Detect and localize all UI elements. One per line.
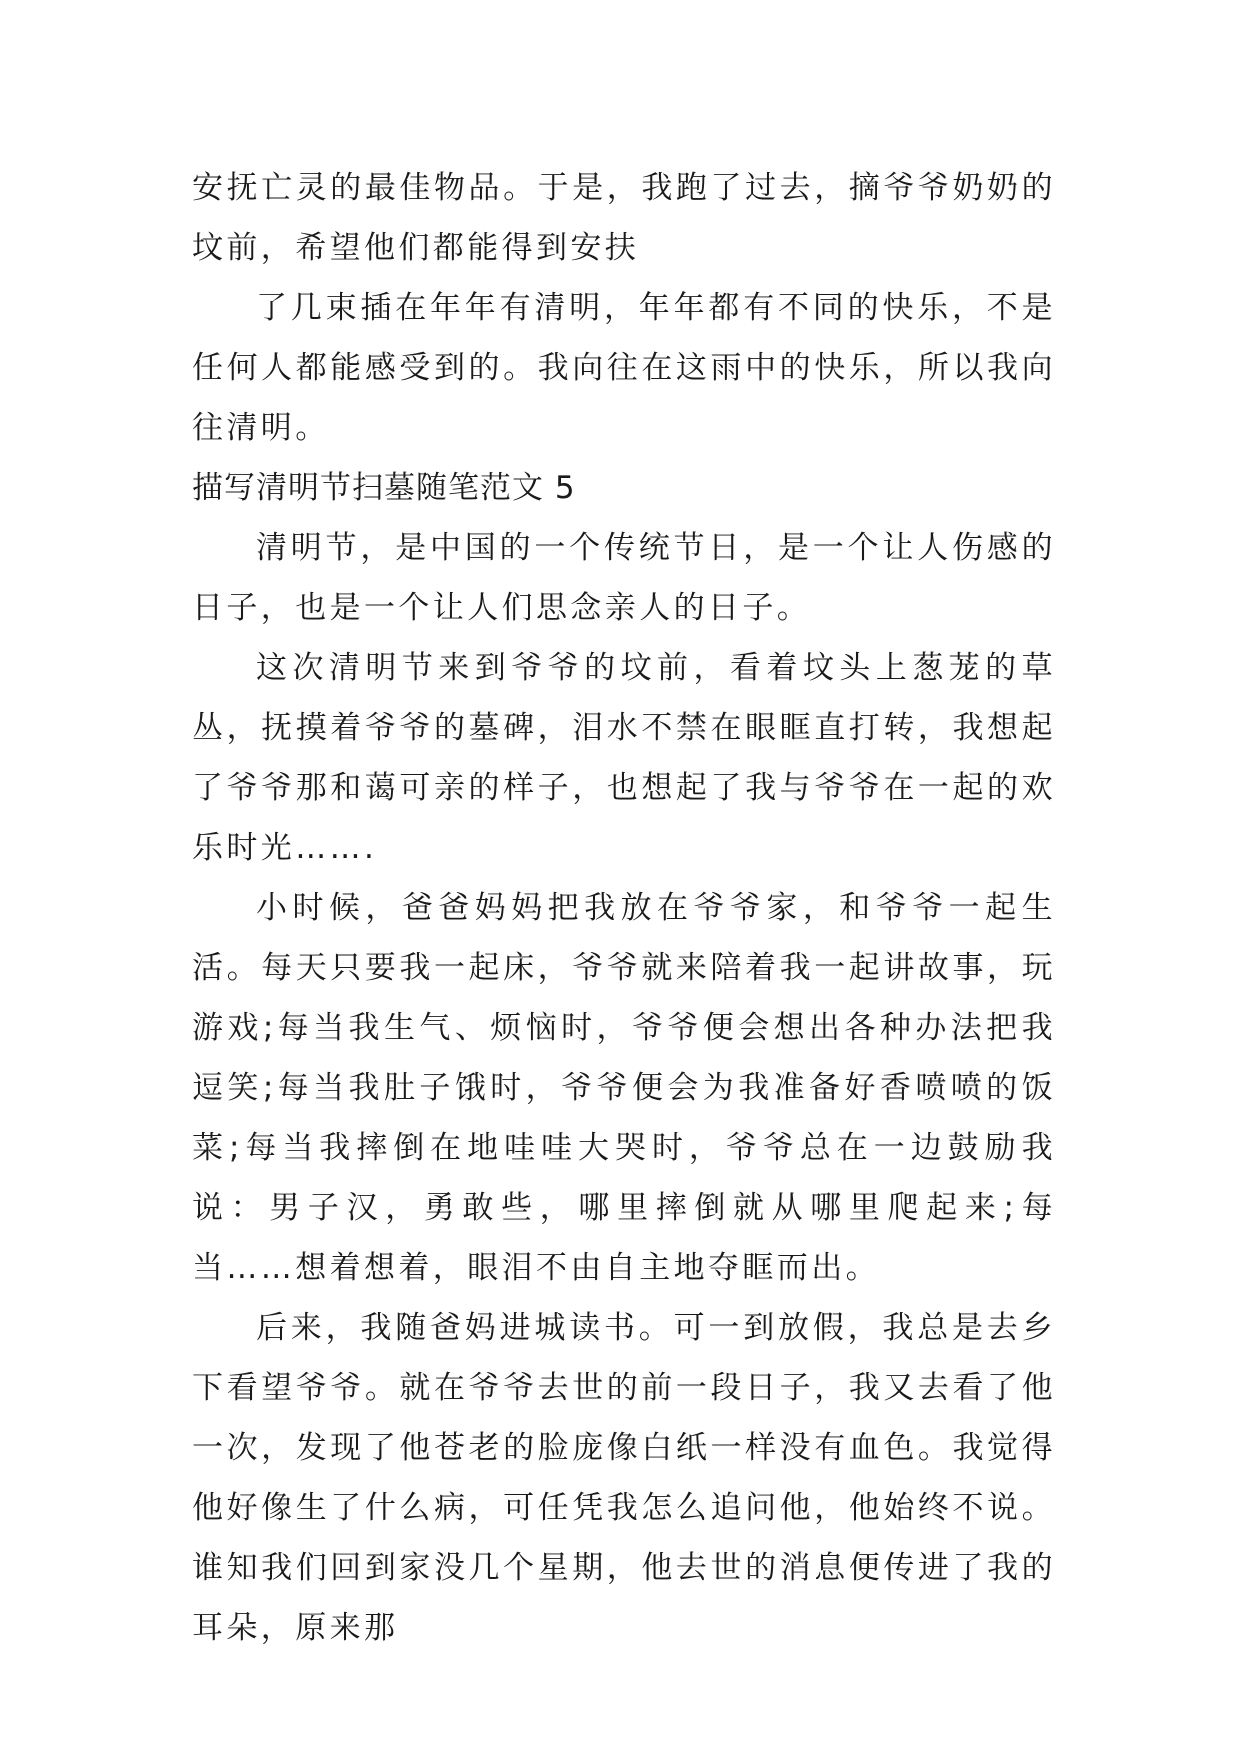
document-body: [192, 158, 1056, 1658]
paragraph-4: 这次清明节来到爷爷的坟前，看着坟头上葱茏的草丛，抚摸着爷爷的墓碑，泪水不禁在眼眶直打转，我想起了爷爷那和蔼可亲的样子，也想起了我与爷爷在一起的欢乐时光…….: [192, 650, 1056, 866]
paragraph-5: 小时候，爸爸妈妈把我放在爷爷家，和爷爷一起生活。每天只要我一起床，爷爷就来陪着我一起讲故事，玩游戏;每当我生气、烦恼时，爷爷便会想出各种办法把我逗笑;每当我肚子饿时，爷爷便会为我准备好香喷喷的饭菜;每当我摔倒在地哇哇大哭时，爷爷总在一边鼓励我说：男子汉，勇敢些，哪里摔倒就从哪里爬起来;每当……想着想着，眼泪不由自主地夺眶而出。: [192, 890, 1056, 1286]
paragraph-2: 了几束插在年年有清明，年年都有不同的快乐，不是任何人都能感受到的。我向往在这雨中的快乐，所以我向往清明。: [192, 290, 1056, 446]
paragraph-3: 清明节，是中国的一个传统节日，是一个让人伤感的日子，也是一个让人们思念亲人的日子。: [192, 530, 1056, 626]
paragraph-1: 安抚亡灵的最佳物品。于是，我跑了过去，摘爷爷奶奶的坟前，希望他们都能得到安扶: [192, 170, 1056, 266]
section-heading: 描写清明节扫墓随笔范文 5: [192, 470, 576, 506]
paragraph-6: 后来，我随爸妈进城读书。可一到放假，我总是去乡下看望爷爷。就在爷爷去世的前一段日子，我又去看了他一次，发现了他苍老的脸庞像白纸一样没有血色。我觉得他好像生了什么病，可任凭我怎么追问他，他始终不说。谁知我们回到家没几个星期，他去世的消息便传进了我的耳朵，原来那: [192, 1310, 1056, 1646]
